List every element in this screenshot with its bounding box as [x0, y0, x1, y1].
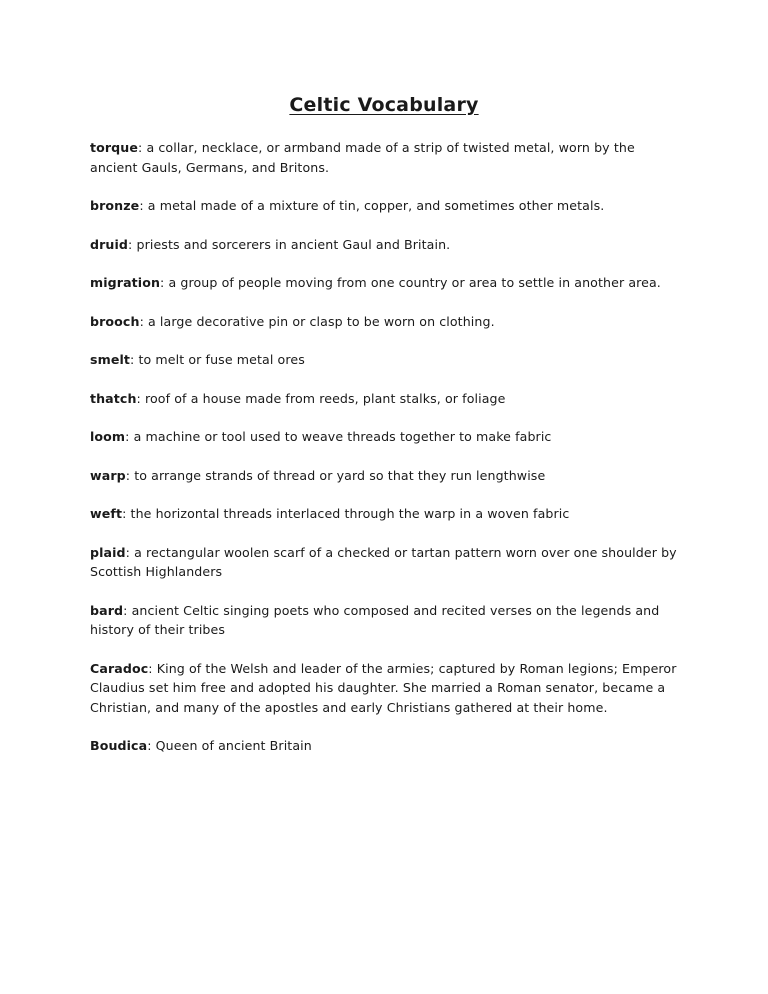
vocab-entry: brooch: a large decorative pin or clasp to be worn on clothing. [90, 313, 495, 329]
vocab-definition: a group of people moving from one country or area to settle in another area. [168, 275, 661, 290]
vocab-definition: the horizontal threads interlaced through the warp in a woven fabric [130, 506, 570, 521]
vocab-entry: loom: a machine or tool used to weave threads together to make fabric [90, 429, 552, 444]
vocab-term: bronze [90, 198, 140, 213]
vocab-entry: weft: the horizontal threads interlaced through the warp in a woven fabric [90, 506, 570, 521]
vocab-term: plaid [90, 544, 126, 560]
vocabulary-list [90, 138, 680, 775]
vocab-entry: Caradoc: King of the Welsh and leader of the armies; captured by Roman legions; Emperor Claudius set him free and adopted his daughter. She married a Roman senator, became a Christian, and many of the apostles and early Christians gathered at their home. [90, 660, 677, 715]
vocab-term: thatch [90, 390, 137, 406]
vocab-entry: bronze: a metal made of a mixture of tin, copper, and sometimes other metals. [90, 198, 605, 213]
vocab-definition: priests and sorcerers in ancient Gaul and Britain. [136, 236, 451, 252]
vocab-definition: King of the Welsh and leader of the armies; captured by Roman legions; Emperor Claudius set him free and adopted his daughter. She married a Roman senator, became a Christian, and many of the apostles and early Christians gathered at their home. [90, 660, 677, 715]
vocab-term: bard [90, 602, 124, 618]
vocab-term: smelt [90, 352, 130, 367]
vocab-term: migration [90, 275, 161, 290]
vocab-term: druid [90, 236, 129, 252]
vocab-term: Caradoc [90, 660, 149, 676]
vocab-definition: ancient Celtic singing poets who composed and recited verses on the legends and history of their tribes [90, 602, 660, 637]
vocab-entry: plaid: a rectangular woolen scarf of a checked or tartan pattern worn over one shoulder by Scottish Highlanders [90, 544, 677, 579]
vocab-entry: Boudica: Queen of ancient Britain [90, 738, 312, 753]
vocab-entry: warp: to arrange strands of thread or yard so that they run lengthwise [90, 467, 546, 483]
page-title: Celtic Vocabulary [289, 94, 479, 116]
vocab-entry: torque: a collar, necklace, or armband made of a strip of twisted metal, worn by the ancient Gauls, Germans, and Britons. [90, 140, 635, 175]
vocab-definition: a large decorative pin or clasp to be worn on clothing. [148, 313, 495, 329]
vocab-definition: to arrange strands of thread or yard so that they run lengthwise [134, 467, 546, 483]
vocab-term: Boudica [90, 738, 148, 753]
vocab-term: weft [90, 506, 123, 521]
vocab-entry: druid: priests and sorcerers in ancient Gaul and Britain. [90, 236, 451, 252]
vocab-definition: to melt or fuse metal ores [138, 352, 305, 367]
vocab-definition: a metal made of a mixture of tin, copper, and sometimes other metals. [147, 198, 605, 213]
vocab-definition: a machine or tool used to weave threads together to make fabric [133, 429, 552, 444]
vocab-term: brooch [90, 313, 140, 329]
vocab-entry: bard: ancient Celtic singing poets who composed and recited verses on the legends and history of their tribes [90, 602, 660, 637]
vocab-term: loom [90, 429, 126, 444]
vocab-entry: smelt: to melt or fuse metal ores [90, 352, 305, 367]
vocab-entry: migration: a group of people moving from one country or area to settle in another area. [90, 275, 661, 290]
vocab-definition: a collar, necklace, or armband made of a strip of twisted metal, worn by the ancient Gauls, Germans, and Britons. [90, 140, 635, 175]
vocab-term: torque [90, 140, 139, 155]
vocab-entry: thatch: roof of a house made from reeds, plant stalks, or foliage [90, 390, 506, 406]
vocab-definition: roof of a house made from reeds, plant stalks, or foliage [145, 390, 506, 406]
vocab-definition: a rectangular woolen scarf of a checked or tartan pattern worn over one shoulder by Scottish Highlanders [90, 544, 677, 579]
vocab-term: warp [90, 467, 126, 483]
vocab-definition: Queen of ancient Britain [155, 738, 312, 753]
